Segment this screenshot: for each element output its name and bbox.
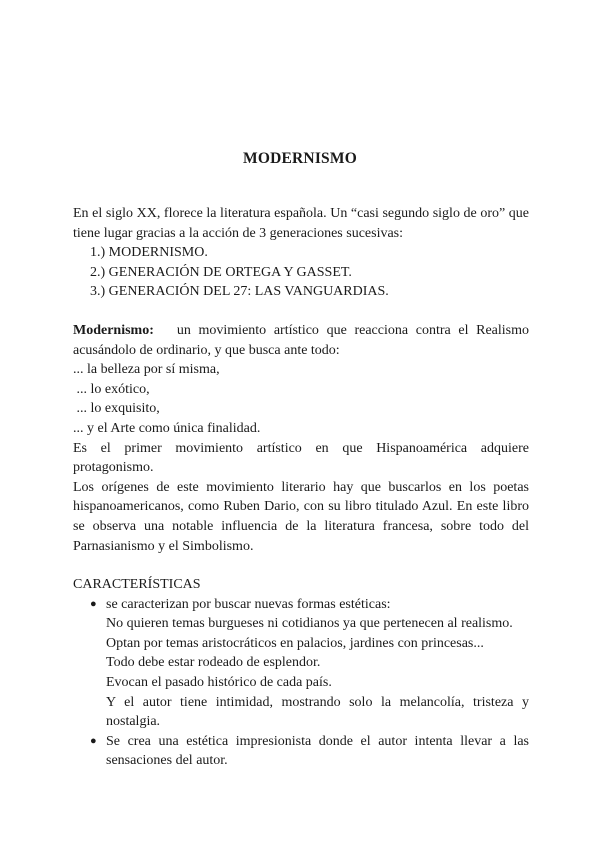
- definition-paragraph: [73, 321, 529, 360]
- definition-text: un movimiento artístico que reacciona contra el Realismo acusándolo de ordinario, y que busca ante todo:: [73, 322, 530, 358]
- spacer: [73, 556, 529, 575]
- definition-list: [73, 360, 529, 438]
- definition-item: ... y el Arte como única finalidad.: [73, 420, 261, 436]
- definition-item: ... lo exquisito,: [73, 401, 160, 417]
- sub-item: Todo debe estar rodeado de esplendor.: [106, 655, 321, 671]
- generation-item: 1.) MODERNISMO.: [90, 245, 208, 261]
- generation-item: 3.) GENERACIÓN DEL 27: LAS VANGUARDIAS.: [90, 284, 389, 300]
- definition-term: Modernismo:: [73, 322, 154, 338]
- definition-item: ... la belleza por sí misma,: [73, 362, 220, 378]
- bullet-text: se caracterizan por buscar nuevas formas estéticas:: [106, 596, 391, 612]
- list-item: [73, 732, 529, 771]
- spacer: [73, 302, 529, 321]
- origins-paragraph: Los orígenes de este movimiento literario hay que buscarlos en los poetas hispanoamericanos, como Ruben Dario, con su libro titulado Azul. En este libro se observa una notable influencia de la literatura francesa, sobre todo del Parnasianismo y el Simbolismo.: [73, 479, 529, 554]
- document-body: [73, 204, 529, 771]
- page-title: MODERNISMO: [243, 150, 357, 167]
- characteristics-heading: CARACTERÍSTICAS: [73, 577, 201, 593]
- sub-item: Optan por temas aristocráticos en palacios, jardines con princesas...: [106, 635, 484, 651]
- bullet-icon: ●: [90, 734, 97, 747]
- generation-item: 2.) GENERACIÓN DE ORTEGA Y GASSET.: [90, 264, 352, 280]
- sub-item: Y el autor tiene intimidad, mostrando solo la melancolía, tristeza y nostalgia.: [106, 694, 529, 730]
- definition-item: ... lo exótico,: [73, 381, 150, 397]
- bullet-icon: ●: [90, 597, 97, 610]
- generations-list: [73, 243, 529, 302]
- sub-item: Evocan el pasado histórico de cada país.: [106, 675, 332, 691]
- protagonism-paragraph: Es el primer movimiento artístico en que Hispanoamérica adquiere protagonismo.: [73, 440, 529, 476]
- sub-item: No quieren temas burgueses ni cotidianos ya que pertenecen al realismo.: [106, 616, 513, 632]
- intro-paragraph: En el siglo XX, florece la literatura española. Un “casi segundo siglo de oro” que tiene lugar gracias a la acción de 3 generaciones sucesivas:: [73, 206, 529, 241]
- list-item: [73, 595, 529, 732]
- characteristics-list: [73, 595, 529, 771]
- bullet-text: Se crea una estética impresionista donde el autor intenta llevar a las sensaciones del autor.: [106, 733, 529, 769]
